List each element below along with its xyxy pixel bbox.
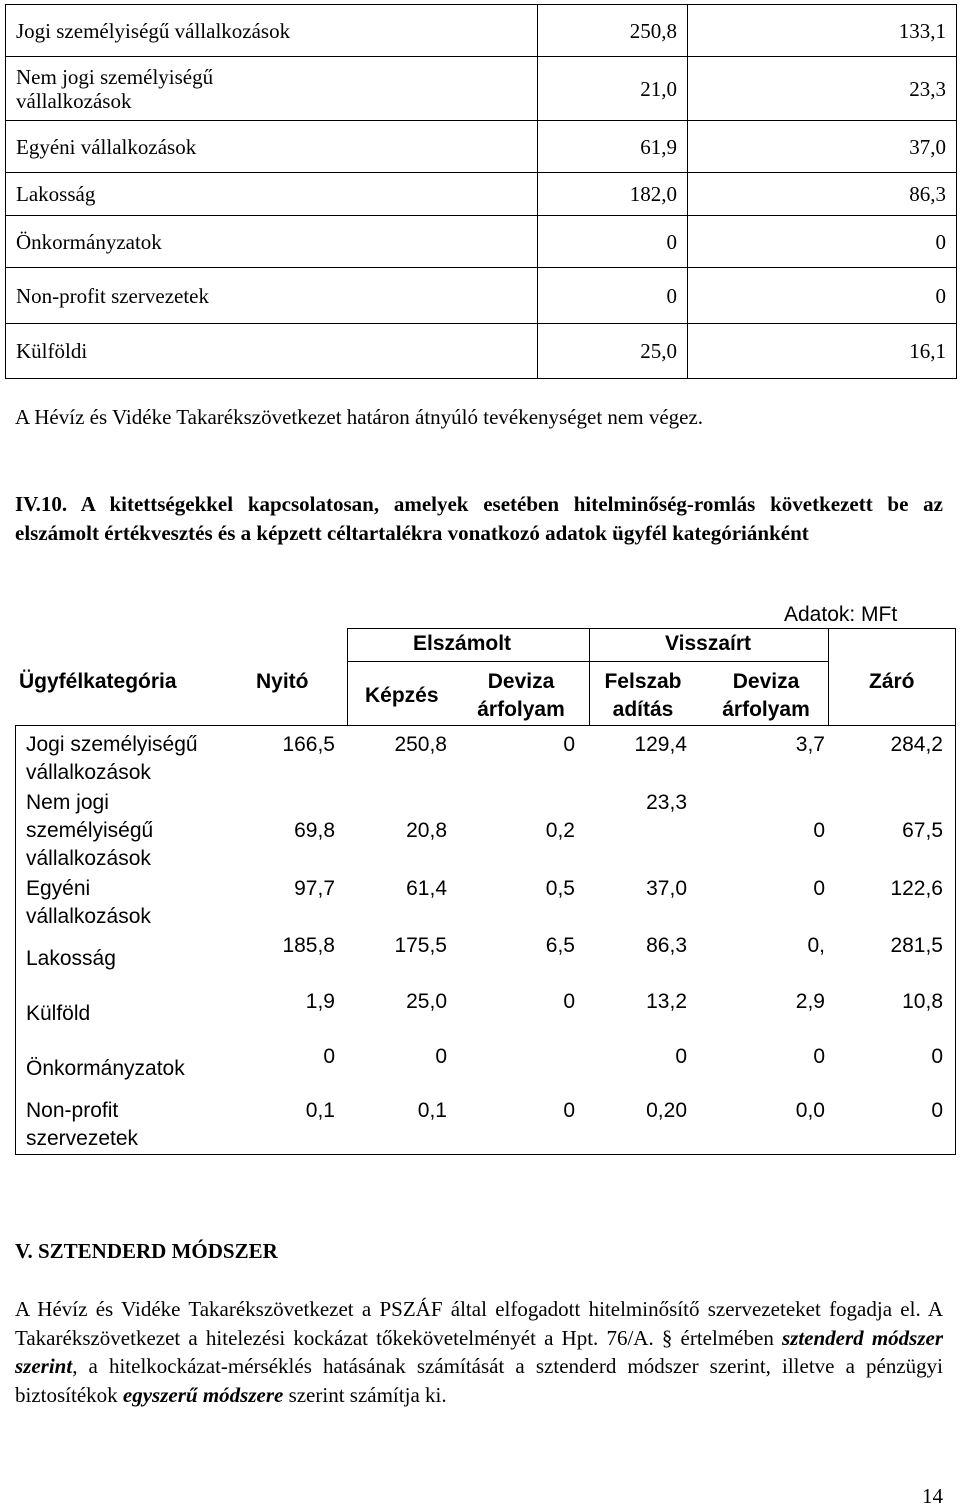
header-release-line1: Felszab <box>604 670 682 693</box>
row-label: Külföldi <box>6 324 538 379</box>
table-border <box>347 661 828 662</box>
cell-fx1: 0 <box>563 1099 575 1122</box>
table-row <box>6 216 957 268</box>
table-border <box>347 628 348 726</box>
cell-release: 86,3 <box>646 934 687 957</box>
emphasis-text: sztenderd módszer szerint <box>15 1325 943 1378</box>
cell-fx2: 0, <box>807 934 825 957</box>
cell-fx2: 0 <box>813 819 825 842</box>
table-border <box>589 628 590 726</box>
cell-opening: 1,9 <box>305 990 335 1013</box>
cell-release: 37,0 <box>646 877 687 900</box>
row-label: Külföld <box>26 1002 91 1025</box>
table-border <box>347 628 956 629</box>
unit-note: Adatok: MFt <box>784 603 898 626</box>
row-value: 61,9 <box>538 121 688 173</box>
header-fx2-line1: Deviza <box>732 670 800 693</box>
row-value: 21,0 <box>538 57 688 121</box>
header-fx2 <box>707 668 825 724</box>
row-value: 16,1 <box>688 324 957 379</box>
row-value: 25,0 <box>538 324 688 379</box>
row-value: 0 <box>538 268 688 324</box>
cell-closing: 0 <box>931 1045 943 1068</box>
row-label: Jogi személyiségű vállalkozások <box>6 5 538 57</box>
row-label: Lakosság <box>6 173 538 216</box>
cell-opening: 69,8 <box>294 819 335 842</box>
table-border <box>828 628 829 726</box>
header-fx1-line1: Deviza <box>487 670 555 693</box>
row-label: Önkormányzatok <box>6 216 538 268</box>
cell-closing: 122,6 <box>890 877 943 900</box>
cell-opening: 0 <box>323 1045 335 1068</box>
table-row <box>6 268 957 324</box>
row-value: 86,3 <box>688 173 957 216</box>
cell-closing: 281,5 <box>890 934 943 957</box>
cell-release: 23,3 <box>646 791 687 814</box>
cell-fx1: 0 <box>563 990 575 1013</box>
cell-release: 13,2 <box>646 990 687 1013</box>
cell-fx2: 3,7 <box>795 733 825 756</box>
page-number: 14 <box>922 1484 943 1508</box>
table-row <box>6 5 957 57</box>
row-label: Lakosság <box>26 947 116 970</box>
row-value: 37,0 <box>688 121 957 173</box>
row-label: Nem jogi személyiségű vállalkozások <box>26 791 154 870</box>
cell-opening: 0,1 <box>305 1099 335 1122</box>
header-closing: Záró <box>869 670 915 693</box>
section-heading-iv-10: IV.10. A kitettségekkel kapcsolatosan, amelyek esetében hitelminőség-romlás következett be az elszámolt értékvesztés és a képzett céltartalékra vonatkozó adatok ügyfél kategóriánként <box>15 492 943 545</box>
header-fx1-line2: árfolyam <box>477 698 565 721</box>
section-title-v: V. SZTENDERD MÓDSZER <box>15 1239 278 1263</box>
cell-fx1: 0,5 <box>545 877 575 900</box>
cell-fx1: 0,2 <box>545 819 575 842</box>
cell-opening: 185,8 <box>282 934 335 957</box>
header-fx1 <box>461 668 581 724</box>
cell-fx1: 0 <box>563 733 575 756</box>
cell-fx2: 0 <box>813 1045 825 1068</box>
header-category: Ügyfélkategória <box>19 670 177 693</box>
row-value: 0 <box>688 268 957 324</box>
paragraph-text: , a hitelkockázat-mérséklés hatásának számítását a sztenderd módszer szerint, illetve a pénzügyi biztosítékok <box>15 1354 943 1407</box>
header-release <box>595 668 691 724</box>
cell-fx2: 2,9 <box>795 990 825 1013</box>
emphasis-text: egyszerű módszere <box>122 1382 284 1407</box>
table-row <box>6 121 957 173</box>
table-exposures-by-client <box>5 4 957 379</box>
table-impairment-by-category <box>15 628 956 1155</box>
header-fx2-line2: árfolyam <box>722 698 810 721</box>
row-value: 23,3 <box>688 57 957 121</box>
paragraph-text: szerint számítja ki. <box>283 1382 447 1407</box>
row-label: Non-profit szervezetek <box>26 1099 139 1150</box>
header-release-line2: adítás <box>612 698 674 721</box>
cell-release: 0 <box>675 1045 687 1068</box>
cell-release: 129,4 <box>634 733 687 756</box>
row-label: Non-profit szervezetek <box>6 268 538 324</box>
table-border <box>15 725 16 1155</box>
row-value: 133,1 <box>688 5 957 57</box>
cell-formation: 25,0 <box>406 990 447 1013</box>
cell-closing: 0 <box>931 1099 943 1122</box>
cell-fx2: 0,0 <box>795 1099 825 1122</box>
row-label: Egyéni vállalkozások <box>26 877 151 928</box>
cell-closing: 10,8 <box>902 990 943 1013</box>
row-value: 182,0 <box>538 173 688 216</box>
cell-opening: 97,7 <box>294 877 335 900</box>
row-label: Nem jogi személyiségű vállalkozások <box>6 57 538 121</box>
header-opening: Nyitó <box>256 670 309 693</box>
cell-formation: 175,5 <box>394 934 447 957</box>
header-accounted: Elszámolt <box>413 632 512 655</box>
cell-closing: 67,5 <box>902 819 943 842</box>
cell-fx2: 0 <box>813 877 825 900</box>
row-value: 0 <box>538 216 688 268</box>
cross-border-paragraph: A Hévíz és Vidéke Takarékszövetkezet határon átnyúló tevékenységet nem végez. <box>15 405 704 429</box>
table-row <box>6 324 957 379</box>
cell-closing: 284,2 <box>890 733 943 756</box>
cell-fx1: 6,5 <box>545 934 575 957</box>
table-border <box>955 628 956 1155</box>
cell-formation: 0 <box>435 1045 447 1068</box>
cell-formation: 61,4 <box>406 877 447 900</box>
header-written-back: Visszaírt <box>665 632 751 655</box>
table-border <box>15 1154 956 1155</box>
header-formation: Képzés <box>365 684 439 707</box>
cell-opening: 166,5 <box>282 733 335 756</box>
paragraph-text: A Hévíz és Vidéke Takarékszövetkezet a PSZÁF által elfogadott hitelminősítő szervezeteket fogadja el. A Takarékszövetkezet a hitelezési kockázat tőkekövetelményét a Hpt. 76/A. § értelmében <box>15 1297 943 1350</box>
cell-formation: 20,8 <box>406 819 447 842</box>
row-value: 250,8 <box>538 5 688 57</box>
row-label: Egyéni vállalkozások <box>6 121 538 173</box>
table-row <box>6 173 957 216</box>
table-row <box>6 57 957 121</box>
cell-formation: 250,8 <box>394 733 447 756</box>
row-value: 0 <box>688 216 957 268</box>
row-label: Jogi személyiségű vállalkozások <box>26 733 198 784</box>
cell-formation: 0,1 <box>417 1099 447 1122</box>
standard-method-paragraph <box>15 1295 943 1409</box>
cell-release: 0,20 <box>646 1099 687 1122</box>
row-label: Önkormányzatok <box>26 1057 185 1080</box>
table-border <box>15 725 956 726</box>
